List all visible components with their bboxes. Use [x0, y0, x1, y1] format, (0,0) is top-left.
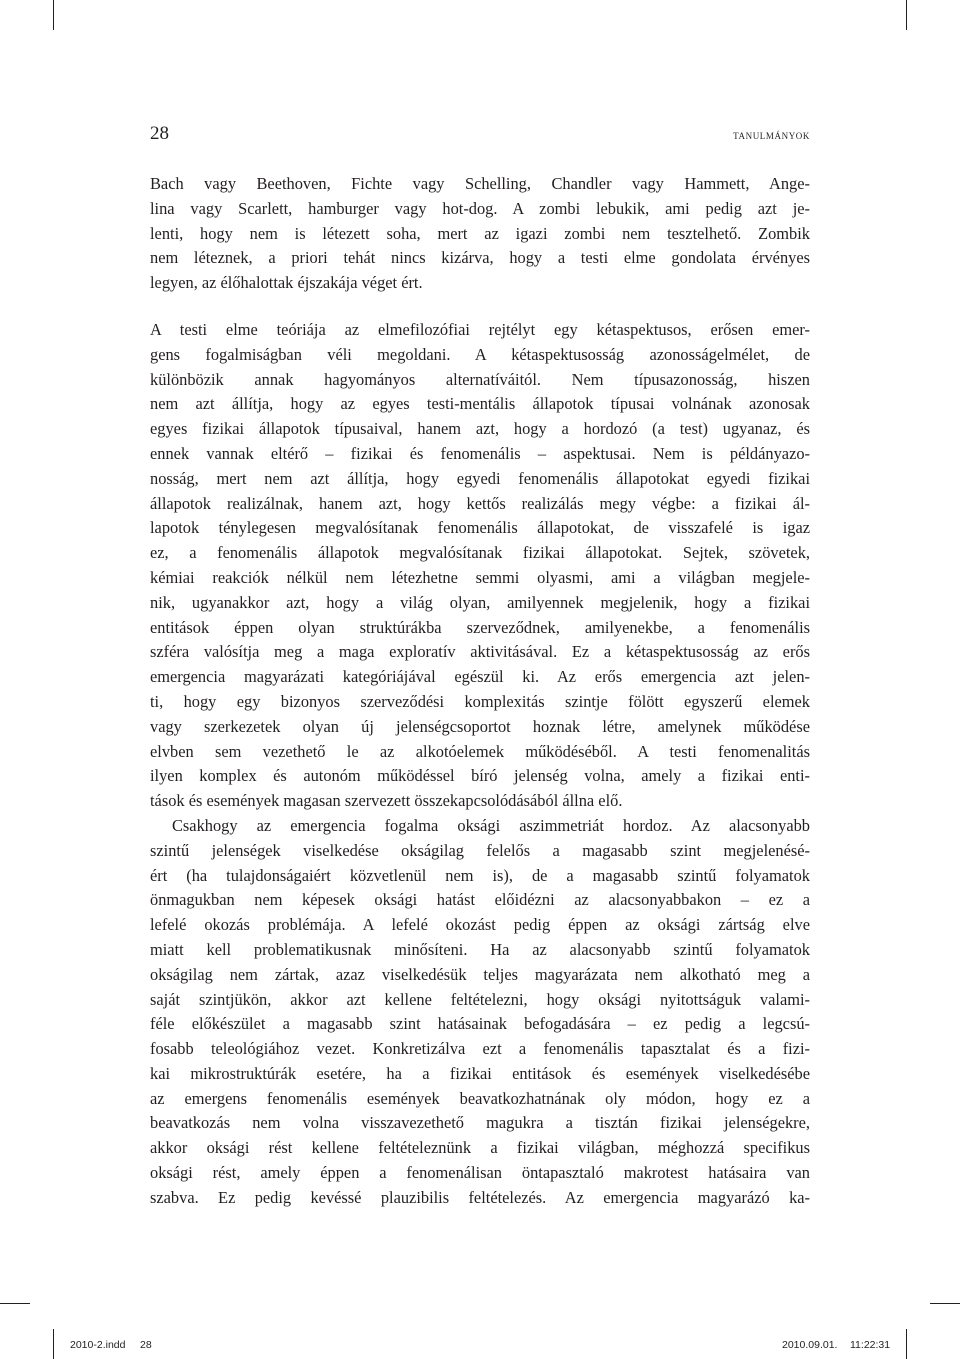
paragraph-gap [150, 296, 810, 318]
running-head [150, 122, 810, 146]
text-line: legyen, az élőhalottak éjszakája véget ért. [150, 273, 423, 293]
slug-page: 28 [140, 1339, 152, 1351]
text-line: okságilag nem zártak, azaz viselkedésük teljes magyarázata nem alkotható meg a [150, 964, 810, 984]
paragraph [150, 814, 810, 1211]
text-line: ilyen komplex és autonóm működéssel bíró jelenség volna, amely a fizikai enti- [150, 766, 810, 786]
text-line: kémiai reakciók nélkül nem létezhetne semmi olyasmi, ami a világban megjele- [150, 567, 810, 587]
text-line: ti, hogy egy bizonyos szerveződési komplexitás szintje fölött egyszerű elemek [150, 691, 810, 711]
text-line: Csakhogy az emergencia fogalma oksági aszimmetriát hordoz. Az alacsonyabb [172, 815, 810, 835]
text-line: egyes fizikai állapotok típusaival, hanem azt, hogy a hordozó (a test) ugyanaz, és [150, 419, 810, 439]
text-line: ért (ha tulajdonságaiért közvetlenül nem is), de a magasabb szintű folyamatok [150, 865, 810, 885]
text-line: kai mikrostruktúrák esetére, ha a fizikai entitások és események viselkedésébe [150, 1063, 810, 1083]
text-line: lenti, hogy nem is létezett soha, mert az igazi zombi nem tesztelhető. Zombik [150, 223, 810, 243]
text-line: nosság, mert nem azt állítja, hogy egyedi fenomenális állapotokat egyedi fizikai [150, 468, 810, 488]
text-line: szféra valósítja meg a maga exploratív aktivitásával. Ez a kétaspektusosság az erős [150, 642, 810, 662]
text-line: nem léteznek, a priori tehát nincs kizárva, hogy a testi elme gondolata érvényes [150, 248, 810, 268]
text-line: különbözik annak hagyományos alternatíváitól. Nem típusazonosság, hiszen [150, 369, 810, 389]
text-line: saját szintjükön, akkor azt kellene feltételezni, hogy oksági nyitottságuk valami- [150, 989, 810, 1009]
text-line: beavatkozás nem volna visszavezethető magukra a tisztán fizikai jelenségekre, [150, 1113, 810, 1133]
text-line: önmagukban nem képesek oksági hatást előidézni az alacsonyabbakon – ez a [150, 890, 810, 910]
text-line: miatt kell problematikusnak minősíteni. Ha az alacsonyabb szintű folyamatok [150, 939, 810, 959]
section-label: tanulmányok [733, 127, 810, 142]
text-line: lefelé okozás problémája. A lefelé okozást pedig éppen az oksági zártság elve [150, 915, 810, 935]
text-line: entitások éppen olyan struktúrákba szerveződnek, amilyenekbe, a fenomenális [150, 617, 810, 637]
print-slug [0, 1339, 960, 1355]
text-line: nem azt állítja, hogy az egyes testi-mentális állapotok típusai volnának azonosak [150, 394, 810, 414]
text-line: tások és események magasan szervezett összekapcsolódásából állna elő. [150, 791, 623, 811]
slug-file-name: 2010-2.indd [70, 1339, 126, 1351]
text-line: szintű jelenségek viselkedése okságilag felelős a magasabb szint megjelenésé- [150, 840, 810, 860]
text-line: A testi elme teóriája az elmefilozófiai rejtélyt egy kétaspektusos, erősen emer- [150, 319, 810, 339]
crop-mark [0, 1303, 30, 1304]
text-line: oksági rést, amely éppen a fenomenálisan öntapasztaló makrotest hatásaira van [150, 1163, 810, 1183]
slug-time: 11:22:31 [850, 1339, 891, 1351]
text-line: elvben sem vezethető le az alkotóelemek működéséből. A testi fenomenalitás [150, 741, 810, 761]
text-line: fosabb teleológiához vezet. Konkretizálva ezt a fenomenális tapasztalat és a fizi- [150, 1039, 810, 1059]
paragraph [150, 318, 810, 814]
crop-mark [930, 1303, 960, 1304]
text-line: állapotok realizálnak, hanem azt, hogy kettős realizálás megy végbe: a fizikai ál- [150, 493, 810, 513]
article-body [150, 172, 810, 1211]
text-line: vagy szerkezetek olyan új jelenségcsoportot hoznak létre, amelynek működése [150, 716, 810, 736]
crop-mark [53, 0, 54, 30]
text-line: féle előkészület a magasabb szint hatásainak befogadására – ez pedig a legcsú- [150, 1014, 810, 1034]
text-line: lapotok ténylegesen megvalósítanak fenomenális állapotokat, de visszafelé is igaz [150, 518, 810, 538]
text-line: gens fogalmiságban véli megoldani. A kétaspektusosság azonosságelmélet, de [150, 344, 810, 364]
crop-mark [906, 0, 907, 30]
paragraph [150, 172, 810, 296]
text-line: szabva. Ez pedig kevéssé plauzibilis feltételezés. Az emergencia magyarázó ka- [150, 1187, 810, 1207]
text-line: emergencia magyarázati kategóriájával egészül ki. Az erős emergencia azt jelen- [150, 667, 810, 687]
text-line: lina vagy Scarlett, hamburger vagy hot-dog. A zombi lebukik, ami pedig azt je- [150, 198, 810, 218]
text-line: ennek vannak eltérő – fizikai és fenomenális – aspektusai. Nem is példányazo- [150, 443, 810, 463]
page-number: 28 [150, 123, 169, 144]
text-line: akkor oksági rést kellene feltételeznünk a fizikai világban, méghozzá specifikus [150, 1138, 810, 1158]
text-line: ez, a fenomenális állapotok megvalósítanak fizikai állapotokat. Sejtek, szövetek, [150, 543, 810, 563]
text-line: nik, ugyanakkor azt, hogy a világ olyan, amilyennek megjelenik, hogy a fizikai [150, 592, 810, 612]
text-line: az emergens fenomenális események beavatkozhatnának oly módon, hogy ez a [150, 1088, 810, 1108]
slug-date: 2010.09.01. [782, 1339, 838, 1351]
text-line: Bach vagy Beethoven, Fichte vagy Schelling, Chandler vagy Hammett, Ange- [150, 174, 810, 193]
